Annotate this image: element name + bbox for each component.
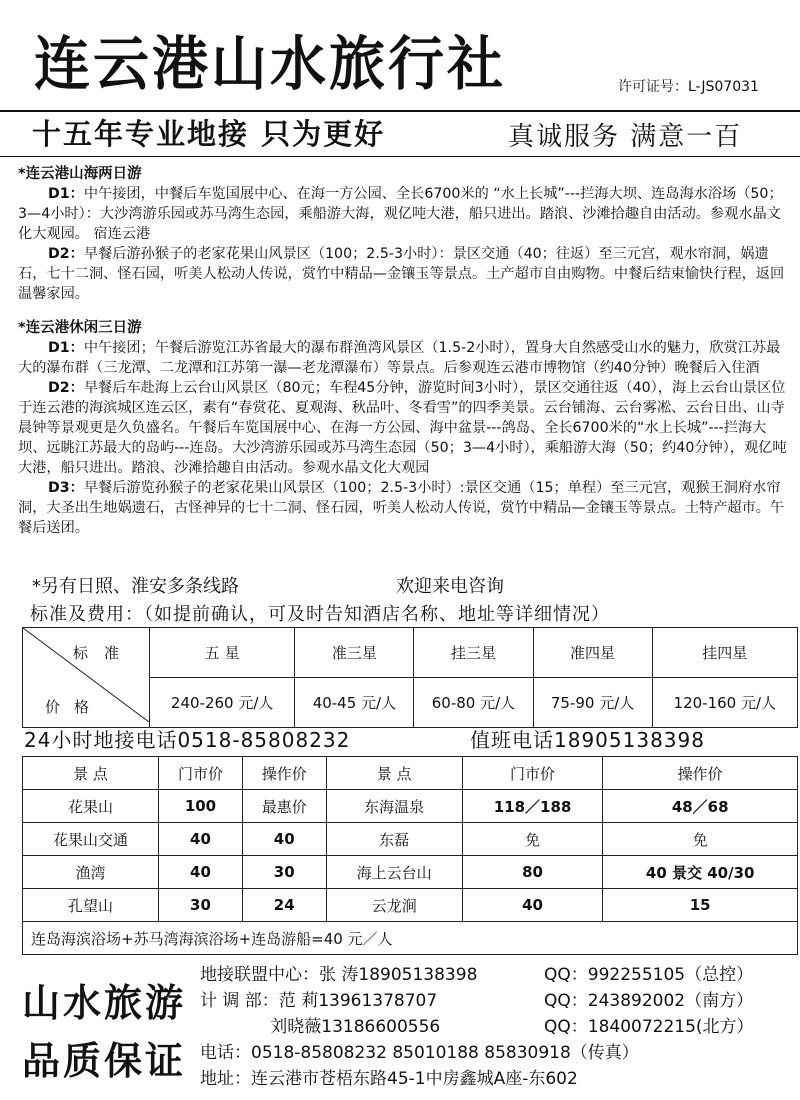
price-table-corner	[23, 628, 150, 728]
day-text: 中午接团；午餐后游览江苏省最大的瀑布群渔湾风景区（1.5-2小时），置身大自然感受山水的魅力，欣赏江苏最大的瀑布群（三龙潭、二龙潭和江苏第一瀑—老龙潭瀑布）等景点。后参观连云港市博物馆（约40分钟）晚餐后入住酒	[18, 340, 781, 376]
table-header-row	[23, 757, 798, 790]
retail-price: 40	[159, 823, 243, 856]
agency-title: 连云港山水旅行社	[34, 30, 506, 99]
spot-name: 花果山	[23, 790, 159, 823]
operating-price: 最惠价	[242, 790, 326, 823]
retail-price: 100	[159, 790, 243, 823]
combo-price-note: 连岛海滨浴场+苏马湾海滨浴场+连岛游船=40 元／人	[23, 922, 798, 955]
standard-cell: 准四星	[533, 628, 652, 678]
qq-line: QQ：1840072215(北方）	[544, 1017, 754, 1037]
corner-standard: 标准	[72, 644, 135, 662]
contact-line: 计 调 部：范 莉13961378707	[200, 991, 438, 1011]
tour-title: *连云港休闲三日游	[18, 320, 142, 336]
column-header: 门市价	[462, 757, 603, 790]
duty-phone: 值班电话18905138398	[470, 728, 705, 752]
tour-title: *连云港山海两日游	[18, 166, 142, 182]
standard-cell: 挂四星	[652, 628, 797, 678]
spot-name: 花果山交通	[23, 823, 159, 856]
operating-price: 15	[603, 889, 798, 922]
day-label: D1：	[48, 340, 84, 356]
standard-cell: 挂三星	[414, 628, 533, 678]
contact-line: 电话：0518-85808232 85010188 85830918（传真）	[200, 1043, 639, 1063]
table-row	[23, 823, 798, 856]
table-footer-row	[23, 922, 798, 955]
brand-slogan-line2: 品质保证	[22, 1039, 187, 1083]
corner-price: 价格	[45, 698, 104, 716]
contact-line: 地址：连云港市苍梧东路45-1中房鑫城A座-东602	[200, 1069, 578, 1089]
price-heading: 标准及费用：（如提前确认，可及时告知酒店名称、地址等详细情况）	[30, 604, 610, 625]
spot-name: 渔湾	[23, 856, 159, 889]
retail-price: 30	[159, 889, 243, 922]
tour-day	[18, 378, 788, 478]
retail-price: 118／188	[462, 790, 603, 823]
day-text: 早餐后游孙猴子的老家花果山风景区（100；2.5-3小时）：景区交通（40；往返）至三元宫，观水帘洞，娲遗石，七十二洞、怪石园，听美人松动人传说，赏竹中精品—金镶玉等景点。土产超市自由购物。中餐后结束愉快行程，返回温馨家园。	[18, 246, 785, 302]
tour-day	[18, 478, 788, 538]
spot-name: 东磊	[326, 823, 462, 856]
tour-day	[18, 184, 788, 244]
day-label: D1：	[48, 186, 84, 202]
spot-name: 孔望山	[23, 889, 159, 922]
operating-price: 30	[242, 856, 326, 889]
tour-day	[18, 338, 788, 378]
standard-cell: 五 星	[150, 628, 295, 678]
table-row	[23, 889, 798, 922]
day-text: 早餐后车赴海上云台山风景区（80元；车程45分钟，游览时间3小时），景区交通往返（40），海上云台山景区位于连云港的海滨城区连云区，素有“春赏花、夏观海、秋品叶、冬看雪”的四季美景。云台铺海、云台雾凇、云台日出、山寺晨钟等景观更是久负盛名。午餐后车览国展中心、在海一方公园、海中盆景---鸽岛、全长6700米的“水上长城”---拦海大坝、远眺江苏最大的岛屿---连岛。大沙湾游乐园或苏马湾生态园（50；3—4小时），乘船游大海（50；约40分钟），观亿吨大港，船只进出。踏浪、沙滩拾趣自由活动。参观水晶文化大观园	[18, 380, 787, 476]
tour-day	[18, 244, 788, 304]
column-header: 景 点	[326, 757, 462, 790]
qq-line: QQ：992255105（总控）	[544, 965, 754, 985]
day-label: D3：	[48, 480, 84, 496]
column-header: 景 点	[23, 757, 159, 790]
standard-cell: 准三星	[295, 628, 414, 678]
operating-price: 免	[603, 823, 798, 856]
retail-price: 免	[462, 823, 603, 856]
spot-name: 东海温泉	[326, 790, 462, 823]
retail-price: 80	[462, 856, 603, 889]
retail-price: 40	[159, 856, 243, 889]
column-header: 操作价	[603, 757, 798, 790]
price-cell: 60-80 元/人	[414, 678, 533, 728]
operating-price: 40 景交 40/30	[603, 856, 798, 889]
spot-name: 海上云台山	[326, 856, 462, 889]
day-label: D2：	[48, 246, 84, 262]
spot-name: 云龙涧	[326, 889, 462, 922]
slogan-right: 真诚服务 满意一百	[508, 122, 743, 152]
price-cell: 120-160 元/人	[652, 678, 797, 728]
day-text: 早餐后游览孙猴子的老家花果山风景区（100；2.5-3小时）:景区交通（15；单程）至三元宫，观猴王洞府水帘洞，大圣出生地娲遗石，古怪神异的七十二洞、怪石园，听美人松动人传说，赏竹中精品—金镶玉等景点。土特产超市。午餐后送团。	[18, 480, 785, 536]
table-row	[23, 856, 798, 889]
tour-two-day	[18, 164, 788, 304]
brand-slogan-line1: 山水旅游	[22, 981, 187, 1025]
hotline-phone: 24小时地接电话0518-85808232	[24, 728, 351, 752]
slogan-left: 十五年专业地接 只为更好	[32, 117, 386, 151]
qq-line: QQ：243892002（南方）	[544, 991, 754, 1011]
contact-line: 地接联盟中心：张 涛18905138398	[200, 965, 478, 985]
operating-price: 40	[242, 823, 326, 856]
day-text: 中午接团，中餐后车览国展中心、在海一方公园、全长6700米的 “水上长城”---拦海大坝、连岛海水浴场（50；3—4小时）：大沙湾游乐园或苏马湾生态园，乘船游大海，观亿吨大港，船只进出。踏浪、沙滩拾趣自由活动。参观水晶文化大观园。 宿连云港	[18, 186, 783, 242]
retail-price: 40	[462, 889, 603, 922]
contact-line: 刘晓薇13186600556	[200, 1017, 441, 1037]
price-cell: 240-260 元/人	[150, 678, 295, 728]
price-table	[22, 627, 798, 728]
day-label: D2：	[48, 380, 84, 396]
column-header: 门市价	[159, 757, 243, 790]
welcome-text: 欢迎来电咨询	[396, 576, 504, 597]
slogan-divider	[0, 156, 800, 157]
table-row	[23, 790, 798, 823]
license-number: 许可证号：L-JS07031	[618, 79, 759, 95]
operating-price: 24	[242, 889, 326, 922]
column-header: 操作价	[242, 757, 326, 790]
operating-price: 48／68	[603, 790, 798, 823]
tour-three-day	[18, 318, 788, 538]
price-cell: 75-90 元/人	[533, 678, 652, 728]
price-cell: 40-45 元/人	[295, 678, 414, 728]
spot-price-table	[22, 756, 798, 955]
qq-info	[544, 962, 754, 1040]
extra-routes	[32, 572, 504, 598]
extra-routes-text: *另有日照、淮安多条线路	[32, 576, 239, 597]
